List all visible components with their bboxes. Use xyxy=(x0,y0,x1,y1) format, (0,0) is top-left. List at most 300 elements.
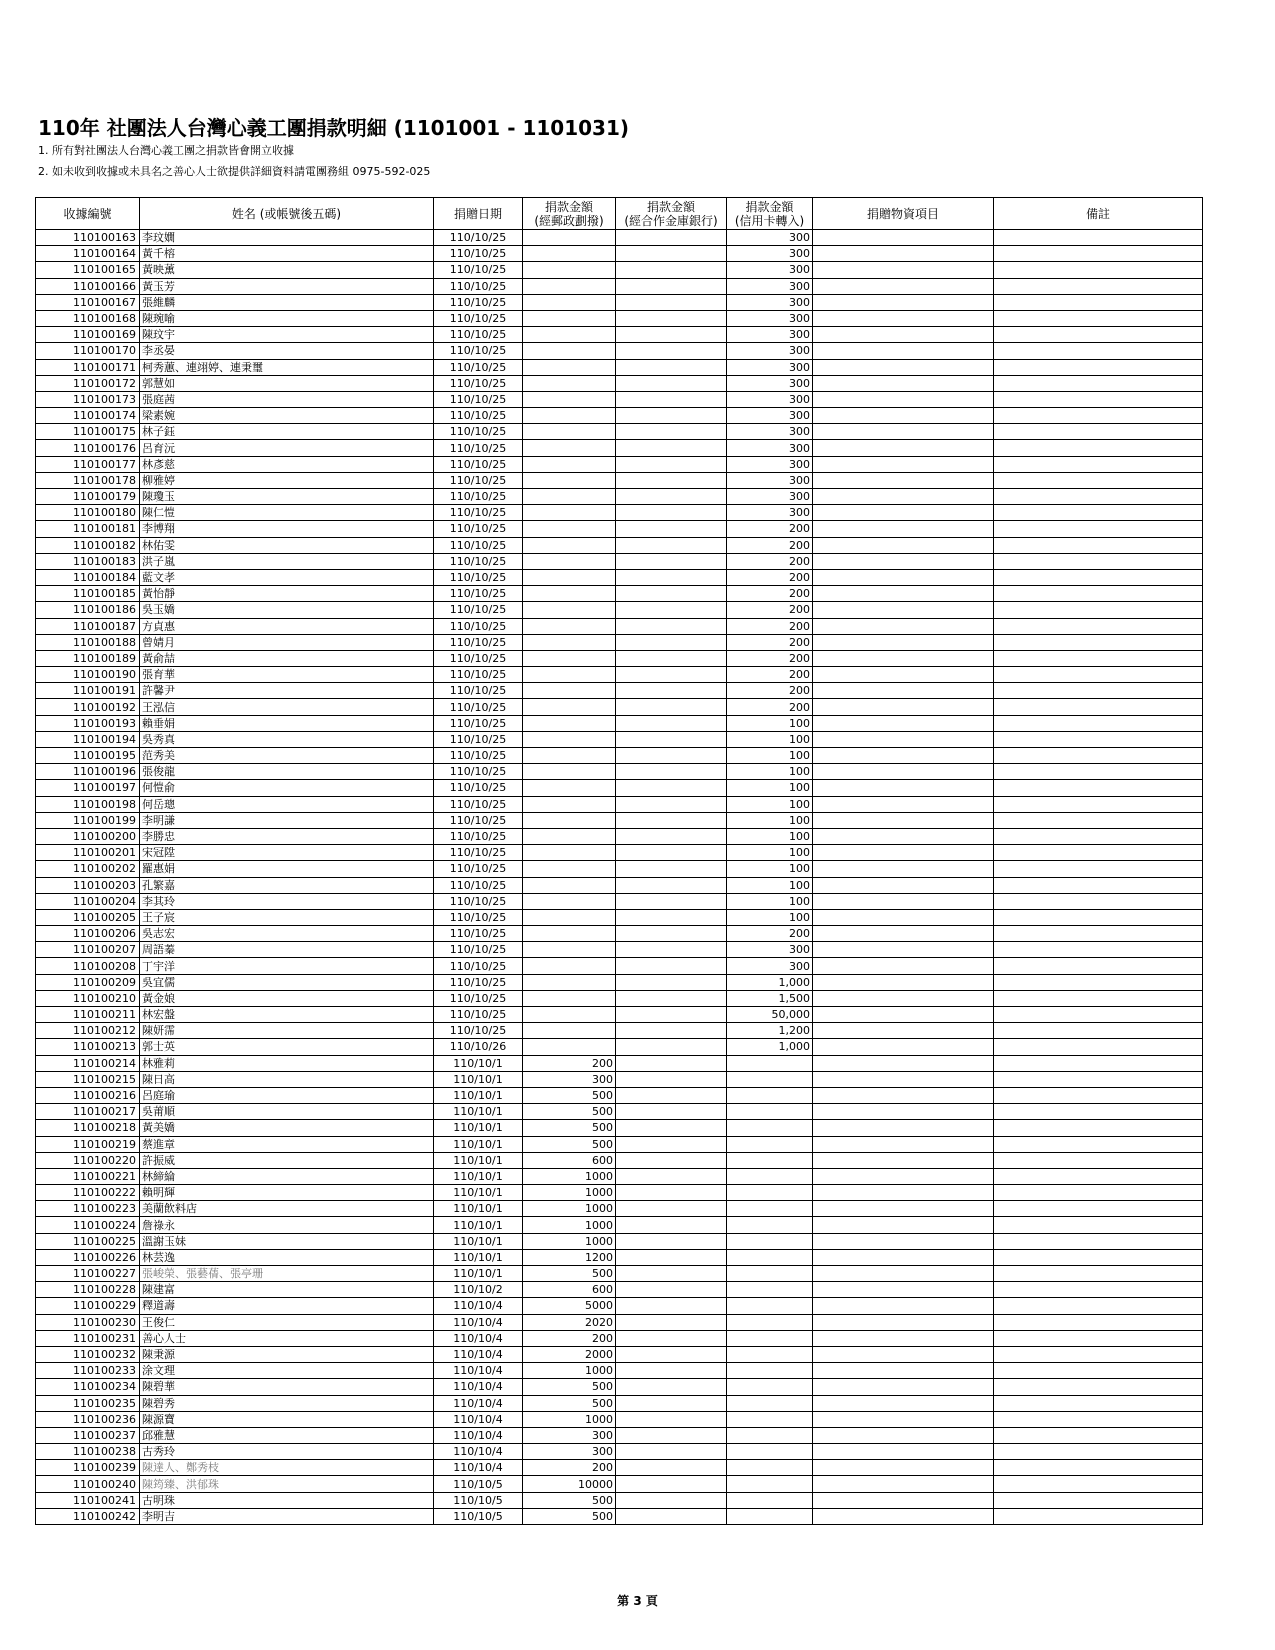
cell-goods-item xyxy=(813,1476,994,1492)
cell-remarks xyxy=(994,990,1203,1006)
cell-remarks xyxy=(994,909,1203,925)
cell-amount-bank xyxy=(616,828,727,844)
cell-remarks xyxy=(994,877,1203,893)
cell-receipt-no: 110100167 xyxy=(36,294,140,310)
cell-amount-bank xyxy=(616,1330,727,1346)
cell-goods-item xyxy=(813,1217,994,1233)
cell-amount-bank xyxy=(616,1087,727,1103)
cell-receipt-no: 110100199 xyxy=(36,812,140,828)
cell-remarks xyxy=(994,1298,1203,1314)
cell-goods-item xyxy=(813,602,994,618)
table-row xyxy=(36,1476,1203,1492)
cell-donation-date: 110/10/25 xyxy=(434,893,523,909)
cell-donation-date: 110/10/1 xyxy=(434,1233,523,1249)
cell-remarks xyxy=(994,1411,1203,1427)
cell-amount-bank xyxy=(616,618,727,634)
cell-donor-name: 李其玲 xyxy=(140,893,434,909)
cell-donor-name: 邱雅慧 xyxy=(140,1427,434,1443)
table-row xyxy=(36,391,1203,407)
cell-donor-name: 王泓信 xyxy=(140,699,434,715)
cell-amount-credit: 100 xyxy=(727,764,813,780)
cell-amount-credit: 100 xyxy=(727,845,813,861)
cell-donation-date: 110/10/1 xyxy=(434,1266,523,1282)
cell-receipt-no: 110100194 xyxy=(36,731,140,747)
cell-amount-bank xyxy=(616,586,727,602)
cell-goods-item xyxy=(813,262,994,278)
cell-donation-date: 110/10/25 xyxy=(434,440,523,456)
cell-goods-item xyxy=(813,1007,994,1023)
table-row xyxy=(36,489,1203,505)
cell-donor-name: 張維麟 xyxy=(140,294,434,310)
table-row xyxy=(36,764,1203,780)
cell-amount-bank xyxy=(616,537,727,553)
cell-amount-postal: 500 xyxy=(523,1492,616,1508)
cell-goods-item xyxy=(813,1363,994,1379)
table-row xyxy=(36,667,1203,683)
table-row xyxy=(36,1298,1203,1314)
cell-amount-bank xyxy=(616,1492,727,1508)
cell-donor-name: 陳碧秀 xyxy=(140,1395,434,1411)
cell-amount-bank xyxy=(616,246,727,262)
cell-remarks xyxy=(994,1136,1203,1152)
cell-donation-date: 110/10/1 xyxy=(434,1201,523,1217)
cell-goods-item xyxy=(813,699,994,715)
cell-goods-item xyxy=(813,1282,994,1298)
cell-donor-name: 陳妍霈 xyxy=(140,1023,434,1039)
cell-amount-credit: 300 xyxy=(727,359,813,375)
table-row xyxy=(36,327,1203,343)
cell-amount-credit xyxy=(727,1233,813,1249)
cell-donor-name: 許馨尹 xyxy=(140,683,434,699)
cell-donor-name: 林雅莉 xyxy=(140,1055,434,1071)
cell-remarks xyxy=(994,958,1203,974)
cell-amount-postal xyxy=(523,375,616,391)
cell-donation-date: 110/10/25 xyxy=(434,505,523,521)
cell-receipt-no: 110100188 xyxy=(36,634,140,650)
col-header-receipt: 收據編號 xyxy=(36,198,140,230)
cell-amount-postal: 2000 xyxy=(523,1346,616,1362)
cell-remarks xyxy=(994,1395,1203,1411)
cell-donation-date: 110/10/25 xyxy=(434,780,523,796)
cell-remarks xyxy=(994,812,1203,828)
cell-amount-bank xyxy=(616,974,727,990)
cell-remarks xyxy=(994,1039,1203,1055)
table-row xyxy=(36,537,1203,553)
cell-donation-date: 110/10/4 xyxy=(434,1427,523,1443)
cell-amount-postal xyxy=(523,861,616,877)
cell-donor-name: 黃俞喆 xyxy=(140,650,434,666)
cell-goods-item xyxy=(813,569,994,585)
cell-donor-name: 周語蓁 xyxy=(140,942,434,958)
table-row xyxy=(36,1395,1203,1411)
cell-receipt-no: 110100173 xyxy=(36,391,140,407)
cell-amount-postal: 5000 xyxy=(523,1298,616,1314)
table-row xyxy=(36,1314,1203,1330)
cell-donation-date: 110/10/25 xyxy=(434,456,523,472)
table-row xyxy=(36,731,1203,747)
cell-receipt-no: 110100170 xyxy=(36,343,140,359)
cell-goods-item xyxy=(813,1087,994,1103)
cell-amount-postal: 200 xyxy=(523,1330,616,1346)
table-row xyxy=(36,440,1203,456)
cell-amount-bank xyxy=(616,359,727,375)
table-row xyxy=(36,586,1203,602)
cell-donor-name: 陳建富 xyxy=(140,1282,434,1298)
cell-amount-postal xyxy=(523,424,616,440)
cell-amount-bank xyxy=(616,1379,727,1395)
cell-donation-date: 110/10/25 xyxy=(434,667,523,683)
cell-donor-name: 陳秉源 xyxy=(140,1346,434,1362)
cell-receipt-no: 110100164 xyxy=(36,246,140,262)
cell-amount-postal xyxy=(523,569,616,585)
cell-remarks xyxy=(994,974,1203,990)
cell-goods-item xyxy=(813,1168,994,1184)
cell-donation-date: 110/10/25 xyxy=(434,375,523,391)
cell-donation-date: 110/10/25 xyxy=(434,230,523,246)
cell-donor-name: 黃怡靜 xyxy=(140,586,434,602)
note-contact: 2. 如未收到收據或未具名之善心人士欲提供詳細資料請電團務組 0975-592-025 xyxy=(38,165,431,178)
cell-amount-credit xyxy=(727,1120,813,1136)
table-row xyxy=(36,1379,1203,1395)
cell-amount-postal xyxy=(523,440,616,456)
cell-amount-credit xyxy=(727,1492,813,1508)
table-row xyxy=(36,990,1203,1006)
cell-amount-credit xyxy=(727,1476,813,1492)
cell-receipt-no: 110100232 xyxy=(36,1346,140,1362)
cell-amount-postal xyxy=(523,1007,616,1023)
cell-receipt-no: 110100176 xyxy=(36,440,140,456)
cell-donor-name: 孔繁嘉 xyxy=(140,877,434,893)
cell-amount-credit xyxy=(727,1201,813,1217)
cell-amount-postal: 600 xyxy=(523,1282,616,1298)
cell-amount-credit xyxy=(727,1185,813,1201)
cell-remarks xyxy=(994,230,1203,246)
cell-amount-postal xyxy=(523,1039,616,1055)
cell-donor-name: 郭士英 xyxy=(140,1039,434,1055)
cell-goods-item xyxy=(813,278,994,294)
cell-receipt-no: 110100201 xyxy=(36,845,140,861)
cell-receipt-no: 110100217 xyxy=(36,1104,140,1120)
cell-remarks xyxy=(994,731,1203,747)
cell-donation-date: 110/10/25 xyxy=(434,634,523,650)
cell-amount-credit: 300 xyxy=(727,505,813,521)
cell-amount-bank xyxy=(616,521,727,537)
cell-receipt-no: 110100174 xyxy=(36,408,140,424)
cell-amount-bank xyxy=(616,748,727,764)
cell-remarks xyxy=(994,1249,1203,1265)
cell-amount-bank xyxy=(616,926,727,942)
cell-donor-name: 林子鈺 xyxy=(140,424,434,440)
cell-receipt-no: 110100193 xyxy=(36,715,140,731)
cell-receipt-no: 110100200 xyxy=(36,828,140,844)
cell-receipt-no: 110100206 xyxy=(36,926,140,942)
cell-amount-bank xyxy=(616,553,727,569)
cell-goods-item xyxy=(813,1379,994,1395)
cell-amount-postal: 600 xyxy=(523,1152,616,1168)
cell-remarks xyxy=(994,1152,1203,1168)
cell-goods-item xyxy=(813,456,994,472)
cell-amount-postal xyxy=(523,845,616,861)
cell-donor-name: 林宏盤 xyxy=(140,1007,434,1023)
cell-remarks xyxy=(994,828,1203,844)
cell-amount-bank xyxy=(616,764,727,780)
cell-amount-postal: 2020 xyxy=(523,1314,616,1330)
cell-receipt-no: 110100197 xyxy=(36,780,140,796)
cell-receipt-no: 110100175 xyxy=(36,424,140,440)
cell-goods-item xyxy=(813,958,994,974)
cell-donor-name: 陳玟宇 xyxy=(140,327,434,343)
table-row xyxy=(36,780,1203,796)
cell-receipt-no: 110100209 xyxy=(36,974,140,990)
cell-donation-date: 110/10/26 xyxy=(434,1039,523,1055)
cell-receipt-no: 110100163 xyxy=(36,230,140,246)
cell-amount-postal: 10000 xyxy=(523,1476,616,1492)
cell-receipt-no: 110100218 xyxy=(36,1120,140,1136)
cell-donation-date: 110/10/25 xyxy=(434,796,523,812)
cell-amount-postal xyxy=(523,990,616,1006)
cell-remarks xyxy=(994,359,1203,375)
cell-amount-credit: 100 xyxy=(727,796,813,812)
cell-amount-bank xyxy=(616,1023,727,1039)
cell-donor-name: 宋冠陞 xyxy=(140,845,434,861)
cell-donation-date: 110/10/1 xyxy=(434,1217,523,1233)
cell-receipt-no: 110100219 xyxy=(36,1136,140,1152)
cell-remarks xyxy=(994,1330,1203,1346)
cell-amount-postal xyxy=(523,796,616,812)
cell-amount-credit: 200 xyxy=(727,926,813,942)
cell-amount-bank xyxy=(616,1168,727,1184)
cell-amount-bank xyxy=(616,294,727,310)
cell-receipt-no: 110100190 xyxy=(36,667,140,683)
cell-donation-date: 110/10/25 xyxy=(434,343,523,359)
cell-remarks xyxy=(994,634,1203,650)
cell-amount-bank xyxy=(616,1201,727,1217)
table-row xyxy=(36,828,1203,844)
cell-goods-item xyxy=(813,828,994,844)
cell-amount-bank xyxy=(616,602,727,618)
cell-goods-item xyxy=(813,1136,994,1152)
cell-goods-item xyxy=(813,877,994,893)
cell-goods-item xyxy=(813,327,994,343)
cell-amount-bank xyxy=(616,731,727,747)
cell-amount-bank xyxy=(616,278,727,294)
cell-amount-postal xyxy=(523,472,616,488)
cell-amount-bank xyxy=(616,1411,727,1427)
cell-amount-postal xyxy=(523,812,616,828)
cell-remarks xyxy=(994,650,1203,666)
cell-goods-item xyxy=(813,1201,994,1217)
cell-donation-date: 110/10/25 xyxy=(434,748,523,764)
cell-receipt-no: 110100210 xyxy=(36,990,140,1006)
cell-donation-date: 110/10/25 xyxy=(434,391,523,407)
table-row xyxy=(36,456,1203,472)
cell-donation-date: 110/10/1 xyxy=(434,1071,523,1087)
cell-amount-bank xyxy=(616,1233,727,1249)
cell-amount-postal: 1000 xyxy=(523,1201,616,1217)
table-row xyxy=(36,294,1203,310)
cell-goods-item xyxy=(813,1104,994,1120)
table-row xyxy=(36,1217,1203,1233)
cell-goods-item xyxy=(813,553,994,569)
cell-remarks xyxy=(994,926,1203,942)
cell-remarks xyxy=(994,1233,1203,1249)
cell-donation-date: 110/10/5 xyxy=(434,1476,523,1492)
cell-goods-item xyxy=(813,489,994,505)
cell-goods-item xyxy=(813,650,994,666)
cell-donor-name: 古明珠 xyxy=(140,1492,434,1508)
cell-amount-bank xyxy=(616,1217,727,1233)
cell-amount-bank xyxy=(616,262,727,278)
cell-amount-credit xyxy=(727,1087,813,1103)
cell-amount-bank xyxy=(616,1185,727,1201)
cell-remarks xyxy=(994,1201,1203,1217)
table-row xyxy=(36,812,1203,828)
cell-amount-credit: 200 xyxy=(727,683,813,699)
cell-donation-date: 110/10/25 xyxy=(434,408,523,424)
cell-goods-item xyxy=(813,1508,994,1524)
cell-donation-date: 110/10/1 xyxy=(434,1104,523,1120)
cell-amount-credit xyxy=(727,1168,813,1184)
cell-donation-date: 110/10/4 xyxy=(434,1346,523,1362)
cell-donor-name: 郭慧如 xyxy=(140,375,434,391)
cell-amount-credit xyxy=(727,1152,813,1168)
cell-donor-name: 吳莆順 xyxy=(140,1104,434,1120)
cell-donation-date: 110/10/25 xyxy=(434,1007,523,1023)
table-row xyxy=(36,1249,1203,1265)
cell-amount-postal xyxy=(523,764,616,780)
cell-amount-postal xyxy=(523,877,616,893)
cell-amount-credit: 100 xyxy=(727,812,813,828)
cell-receipt-no: 110100192 xyxy=(36,699,140,715)
cell-amount-postal xyxy=(523,958,616,974)
table-row xyxy=(36,1233,1203,1249)
table-row xyxy=(36,1282,1203,1298)
cell-amount-credit: 50,000 xyxy=(727,1007,813,1023)
table-row xyxy=(36,553,1203,569)
cell-remarks xyxy=(994,424,1203,440)
cell-donation-date: 110/10/2 xyxy=(434,1282,523,1298)
cell-donation-date: 110/10/1 xyxy=(434,1055,523,1071)
cell-amount-bank xyxy=(616,1120,727,1136)
cell-amount-bank xyxy=(616,1363,727,1379)
table-row xyxy=(36,1104,1203,1120)
cell-remarks xyxy=(994,1007,1203,1023)
cell-remarks xyxy=(994,1087,1203,1103)
table-row xyxy=(36,958,1203,974)
cell-remarks xyxy=(994,1217,1203,1233)
cell-amount-credit xyxy=(727,1363,813,1379)
cell-remarks xyxy=(994,262,1203,278)
cell-remarks xyxy=(994,569,1203,585)
cell-amount-postal: 1200 xyxy=(523,1249,616,1265)
table-row xyxy=(36,1071,1203,1087)
cell-goods-item xyxy=(813,1249,994,1265)
cell-donation-date: 110/10/25 xyxy=(434,327,523,343)
cell-amount-postal: 1000 xyxy=(523,1217,616,1233)
cell-amount-postal xyxy=(523,683,616,699)
cell-amount-bank xyxy=(616,569,727,585)
cell-amount-credit xyxy=(727,1217,813,1233)
col-header-credit: 捐款金額 (信用卡轉入) xyxy=(727,198,813,230)
cell-remarks xyxy=(994,327,1203,343)
cell-donor-name: 李丞晏 xyxy=(140,343,434,359)
cell-donation-date: 110/10/25 xyxy=(434,715,523,731)
cell-donor-name: 李博翔 xyxy=(140,521,434,537)
cell-amount-postal xyxy=(523,408,616,424)
cell-amount-postal: 500 xyxy=(523,1395,616,1411)
cell-donor-name: 王子宸 xyxy=(140,909,434,925)
cell-receipt-no: 110100216 xyxy=(36,1087,140,1103)
cell-donor-name: 許振威 xyxy=(140,1152,434,1168)
cell-amount-credit: 100 xyxy=(727,893,813,909)
cell-receipt-no: 110100223 xyxy=(36,1201,140,1217)
cell-remarks xyxy=(994,618,1203,634)
cell-goods-item xyxy=(813,1314,994,1330)
cell-donor-name: 林締綸 xyxy=(140,1168,434,1184)
cell-remarks xyxy=(994,343,1203,359)
cell-goods-item xyxy=(813,375,994,391)
cell-amount-credit: 100 xyxy=(727,861,813,877)
cell-amount-bank xyxy=(616,990,727,1006)
cell-amount-credit: 300 xyxy=(727,440,813,456)
table-row xyxy=(36,683,1203,699)
cell-amount-postal xyxy=(523,246,616,262)
cell-receipt-no: 110100180 xyxy=(36,505,140,521)
cell-receipt-no: 110100208 xyxy=(36,958,140,974)
cell-goods-item xyxy=(813,845,994,861)
cell-amount-credit: 100 xyxy=(727,780,813,796)
cell-amount-postal: 200 xyxy=(523,1055,616,1071)
cell-amount-credit: 200 xyxy=(727,521,813,537)
cell-amount-credit: 300 xyxy=(727,942,813,958)
cell-amount-bank xyxy=(616,683,727,699)
cell-donation-date: 110/10/4 xyxy=(434,1314,523,1330)
cell-donation-date: 110/10/4 xyxy=(434,1298,523,1314)
cell-goods-item xyxy=(813,926,994,942)
cell-donation-date: 110/10/25 xyxy=(434,1023,523,1039)
cell-donor-name: 洪子嵐 xyxy=(140,553,434,569)
cell-donor-name: 吳宜儒 xyxy=(140,974,434,990)
cell-donation-date: 110/10/5 xyxy=(434,1492,523,1508)
cell-donor-name: 何愷俞 xyxy=(140,780,434,796)
cell-remarks xyxy=(994,715,1203,731)
table-row xyxy=(36,1136,1203,1152)
cell-amount-postal xyxy=(523,456,616,472)
table-row xyxy=(36,602,1203,618)
table-row xyxy=(36,1266,1203,1282)
cell-goods-item xyxy=(813,1411,994,1427)
cell-donor-name: 張育華 xyxy=(140,667,434,683)
cell-amount-credit xyxy=(727,1508,813,1524)
table-row xyxy=(36,861,1203,877)
col-header-remarks: 備註 xyxy=(994,198,1203,230)
donation-table xyxy=(35,197,1203,1525)
cell-amount-bank xyxy=(616,1282,727,1298)
cell-donation-date: 110/10/4 xyxy=(434,1363,523,1379)
cell-donor-name: 蔡進章 xyxy=(140,1136,434,1152)
cell-amount-postal: 500 xyxy=(523,1136,616,1152)
cell-amount-bank xyxy=(616,424,727,440)
cell-amount-bank xyxy=(616,440,727,456)
cell-receipt-no: 110100198 xyxy=(36,796,140,812)
cell-amount-credit: 100 xyxy=(727,909,813,925)
cell-goods-item xyxy=(813,391,994,407)
cell-remarks xyxy=(994,489,1203,505)
cell-amount-postal xyxy=(523,294,616,310)
cell-remarks xyxy=(994,1363,1203,1379)
cell-donor-name: 王俊仁 xyxy=(140,1314,434,1330)
table-row xyxy=(36,1363,1203,1379)
